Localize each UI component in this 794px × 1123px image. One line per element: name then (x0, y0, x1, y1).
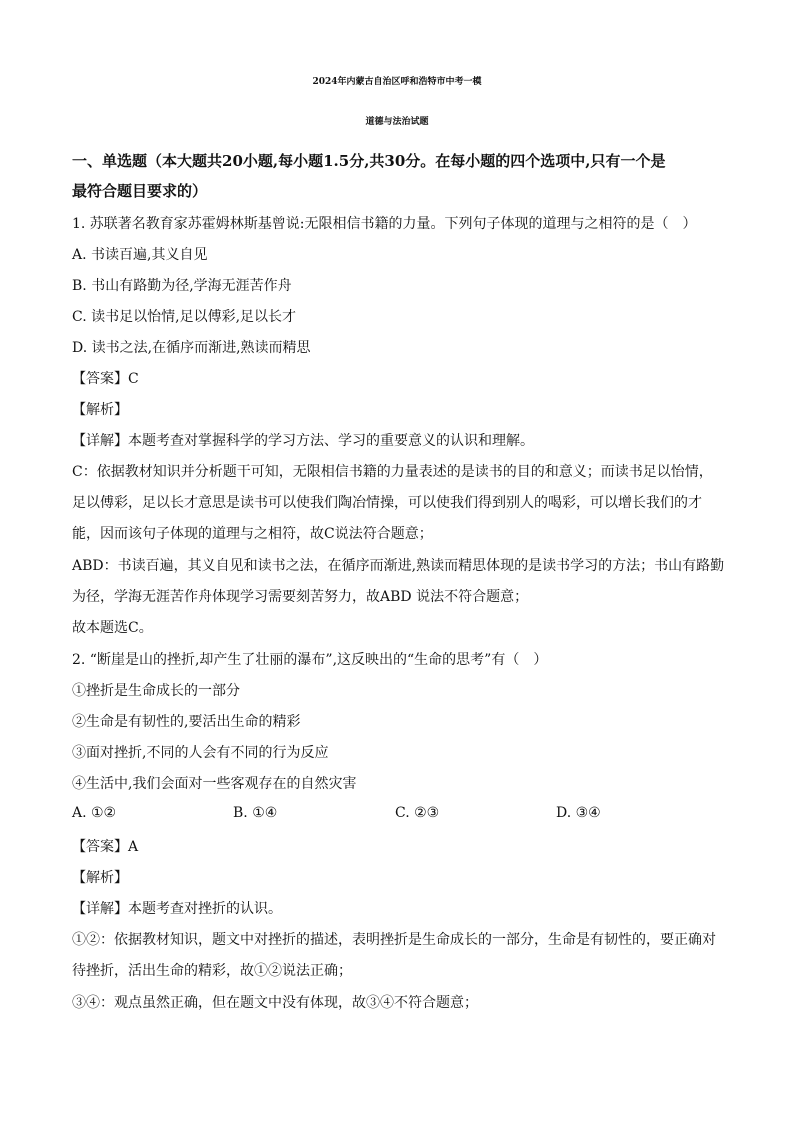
question-1-detail-line: 能，因而该句子体现的道理与之相符，故C说法符合题意； (72, 526, 433, 542)
question-2-detail-line: 【详解】本题考查对挫折的认识。 (72, 901, 282, 917)
question-1-detail-line: C：依据教材知识并分析题干可知，无限相信书籍的力量表述的是读书的目的和意义；而读书足以怡情， (72, 464, 713, 480)
question-1-option-d: D. 读书之法,在循序而渐进,熟读而精思 (72, 340, 311, 356)
question-2-detail-line: ①②：依据教材知识，题文中对挫折的描述，表明挫折是生命成长的一部分，生命是有韧性的，要正确对 (72, 932, 716, 948)
question-2-analysis-label: 【解析】 (72, 870, 128, 886)
question-1-answer: 【答案】C (72, 371, 139, 387)
section-heading-cont: 最符合题目要求的） (72, 182, 208, 200)
exam-title: 2024年内蒙古自治区呼和浩特市中考一模 (312, 77, 482, 87)
question-2-stem: 2. “断崖是山的挫折,却产生了壮丽的瀑布”,这反映出的“生命的思考”有（ ） (72, 652, 548, 668)
question-2-item: ②生命是有韧性的,要活出生命的精彩 (72, 714, 301, 730)
question-2-item: ③面对挫折,不同的人会有不同的行为反应 (72, 745, 329, 761)
question-1-detail-line: 足以傅彩，足以长才意思是读书可以使我们陶冶情操，可以使我们得到别人的喝彩，可以增长我们的才 (72, 495, 702, 511)
question-1-option-a: A. 书读百遍,其义自见 (72, 247, 208, 263)
question-2-detail-line: ③④：观点虽然正确，但在题文中没有体现，故③④不符合题意； (72, 995, 478, 1011)
question-1-detail-line: 故本题选C。 (72, 620, 153, 636)
question-1-analysis-label: 【解析】 (72, 402, 128, 418)
question-2-option-d: D. ③④ (556, 805, 601, 821)
question-2-item: ①挫折是生命成长的一部分 (72, 683, 240, 699)
question-1-stem: 1. 苏联著名教育家苏霍姆林斯基曾说:无限相信书籍的力量。下列句子体现的道理与之相符的是（ ） (72, 216, 697, 232)
question-1-detail-line: 为径，学海无涯苦作舟体现学习需要刻苦努力，故ABD 说法不符合题意； (72, 589, 529, 605)
question-1-detail-line: 【详解】本题考查对掌握科学的学习方法、学习的重要意义的认识和理解。 (72, 433, 534, 449)
exam-subtitle: 道德与法治试题 (365, 117, 429, 127)
question-2-option-a: A. ①② (72, 805, 117, 821)
question-2-answer: 【答案】A (72, 839, 139, 855)
question-2-option-c: C. ②③ (395, 805, 440, 821)
section-heading: 一、单选题（本大题共20小题,每小题1.5分,共30分。在每小题的四个选项中,只有一个是 (72, 152, 666, 170)
question-1-option-b: B. 书山有路勤为径,学海无涯苦作舟 (72, 278, 292, 294)
question-1-detail-line: ABD：书读百遍，其义自见和读书之法，在循序而渐进,熟读而精思体现的是读书学习的方法；书山有路勤 (72, 558, 725, 574)
question-2-option-b: B. ①④ (233, 805, 278, 821)
question-1-option-c: C. 读书足以怡情,足以傅彩,足以长才 (72, 309, 297, 325)
question-2-detail-line: 待挫折，活出生命的精彩，故①②说法正确； (72, 963, 352, 979)
question-2-item: ④生活中,我们会面对一些客观存在的自然灾害 (72, 776, 357, 792)
